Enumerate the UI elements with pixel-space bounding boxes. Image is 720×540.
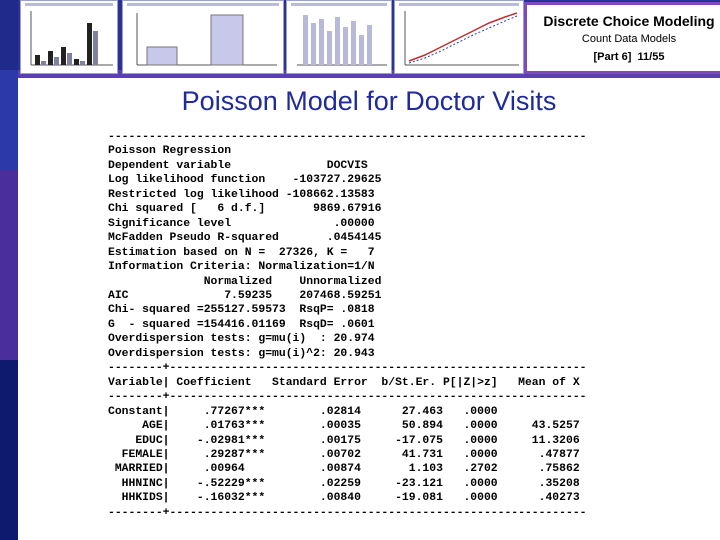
output-line: Significance level .00000 <box>108 217 375 230</box>
thumbnail-multi-bar <box>286 0 392 74</box>
output-line: Chi squared [ 6 d.f.] 9869.67916 <box>108 203 382 216</box>
output-line: Constant| .77267*** .02814 27.463 .0000 <box>108 405 498 418</box>
output-line: ---------------------------------------------------------------------- <box>108 131 587 143</box>
output-line: Chi- squared =255127.59573 RsqP= .0818 <box>108 304 375 317</box>
output-line: MARRIED| .00964 .00874 1.103 .2702 .75862 <box>108 463 580 476</box>
course-title-box <box>524 2 720 74</box>
left-stripe <box>0 0 18 540</box>
page-number: 11/55 <box>637 51 665 63</box>
output-line: Overdispersion tests: g=mu(i) : 20.974 <box>108 333 375 346</box>
output-line: Normalized Unnormalized <box>108 275 382 288</box>
output-line: FEMALE| .29287*** .00702 41.731 .0000 .47877 <box>108 448 580 461</box>
part-label: [Part 6] <box>593 51 632 63</box>
slide-title: Poisson Model for Doctor Visits <box>181 86 557 116</box>
output-line: --------+------------------------------------------------------------- <box>108 362 587 375</box>
course-title: Discrete Choice Modeling <box>543 13 715 29</box>
course-subtitle: Count Data Models <box>581 33 677 45</box>
output-line: Variable| Coefficient Standard Error b/St.Er. P[|Z|>z] Mean of X <box>108 376 580 389</box>
output-line: Overdispersion tests: g=mu(i)^2: 20.943 <box>108 347 375 360</box>
output-line: HHNINC| -.52229*** .02259 -23.121 .0000 .35208 <box>108 477 580 490</box>
thumbnail-line-chart <box>394 0 524 74</box>
output-line: Restricted log likelihood -108662.13583 <box>108 188 375 201</box>
page-indicator <box>527 51 720 63</box>
output-line: EDUC| -.02981*** .00175 -17.075 .0000 11.3206 <box>108 434 580 447</box>
output-line: G - squared =154416.01169 RsqD= .0601 <box>108 318 375 331</box>
output-line: Information Criteria: Normalization=1/N <box>108 261 375 274</box>
output-line: AIC 7.59235 207468.59251 <box>108 289 382 302</box>
output-line: McFadden Pseudo R-squared .0454145 <box>108 232 382 245</box>
thumbnail-histogram <box>20 0 118 74</box>
thumbnail-bar-chart <box>122 0 284 74</box>
output-line: --------+------------------------------------------------------------- <box>108 391 587 404</box>
header-bar <box>18 0 720 78</box>
output-line: HHKIDS| -.16032*** .00840 -19.081 .0000 .40273 <box>108 492 580 505</box>
output-line: Poisson Regression <box>108 145 232 158</box>
output-line: Log likelihood function -103727.29625 <box>108 174 382 187</box>
output-line: AGE| .01763*** .00035 50.894 .0000 43.5257 <box>108 420 580 433</box>
output-line: Dependent variable DOCVIS <box>108 159 368 172</box>
output-line: --------+------------------------------------------------------------- <box>108 506 587 519</box>
regression-output <box>108 130 587 520</box>
output-line: Estimation based on N = 27326, K = 7 <box>108 246 375 259</box>
